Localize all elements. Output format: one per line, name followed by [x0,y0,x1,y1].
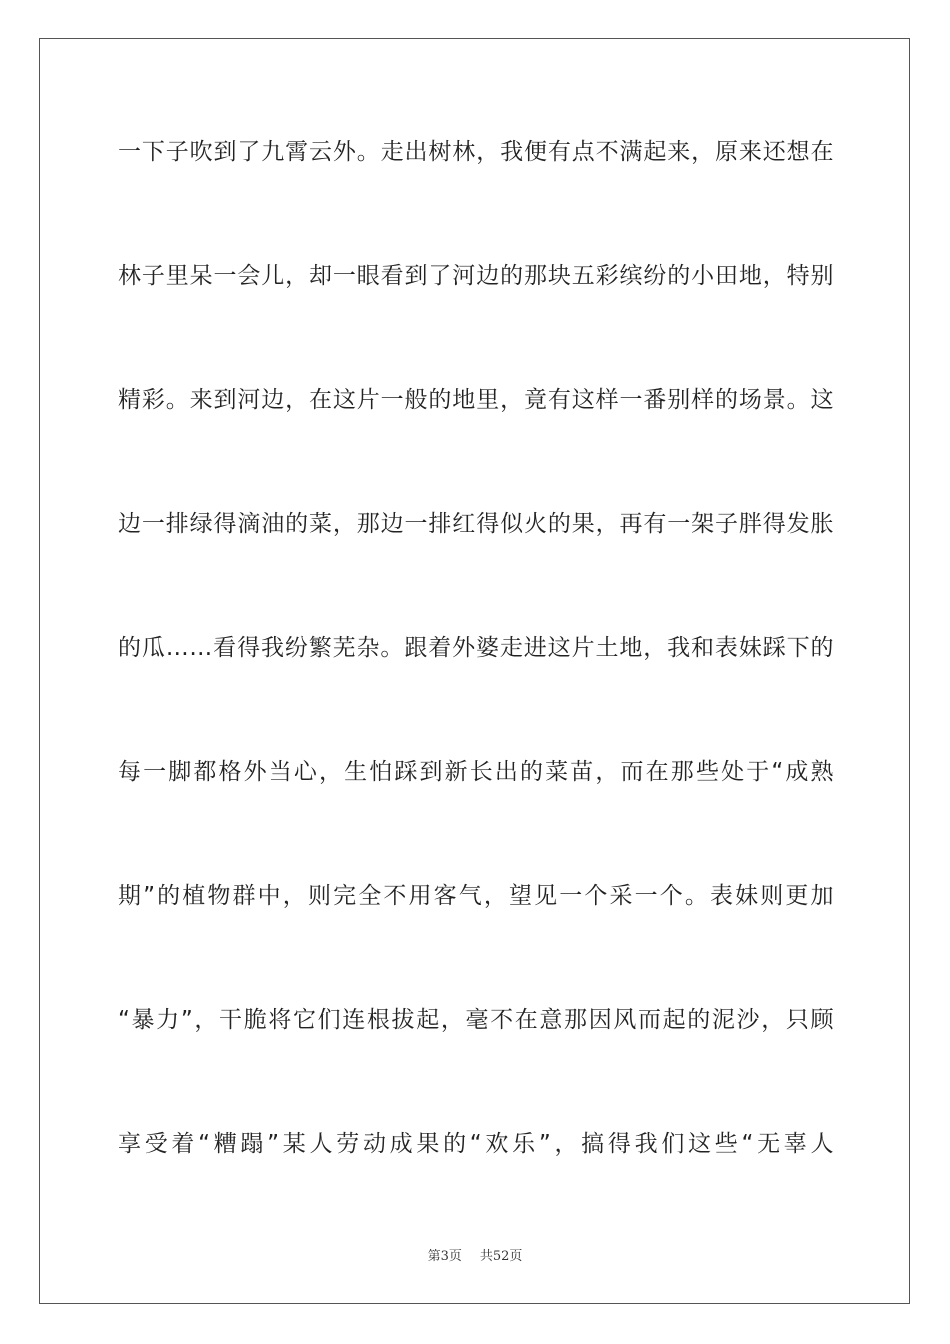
text-line: 每一脚都格外当心，生怕踩到新长出的菜苗，而在那些处于“成熟 [118,759,834,785]
text-line: 边一排绿得滴油的菜，那边一排红得似火的果，再有一架子胖得发胀 [118,511,834,537]
page-total: 共52页 [479,1249,523,1264]
text-line: 的瓜……看得我纷繁芜杂。跟着外婆走进这片土地，我和表妹踩下的 [118,635,834,661]
text-line: 一下子吹到了九霄云外。走出树林，我便有点不满起来，原来还想在 [118,139,834,165]
text-line: 林子里呆一会儿，却一眼看到了河边的那块五彩缤纷的小田地，特别 [118,263,834,289]
text-line: 期”的植物群中，则完全不用客气，望见一个采一个。表妹则更加 [118,883,834,909]
page-number: 第3页 [427,1249,462,1264]
text-line: “暴力”，干脆将它们连根拔起，毫不在意那因风而起的泥沙，只顾 [118,1007,834,1033]
text-line: 享受着“糟蹋”某人劳动成果的“欢乐”，搞得我们这些“无辜人 [118,1131,834,1157]
document-body [118,132,834,1248]
text-line: 精彩。来到河边，在这片一般的地里，竟有这样一番别样的场景。这 [118,387,834,413]
page-footer [0,1248,950,1266]
